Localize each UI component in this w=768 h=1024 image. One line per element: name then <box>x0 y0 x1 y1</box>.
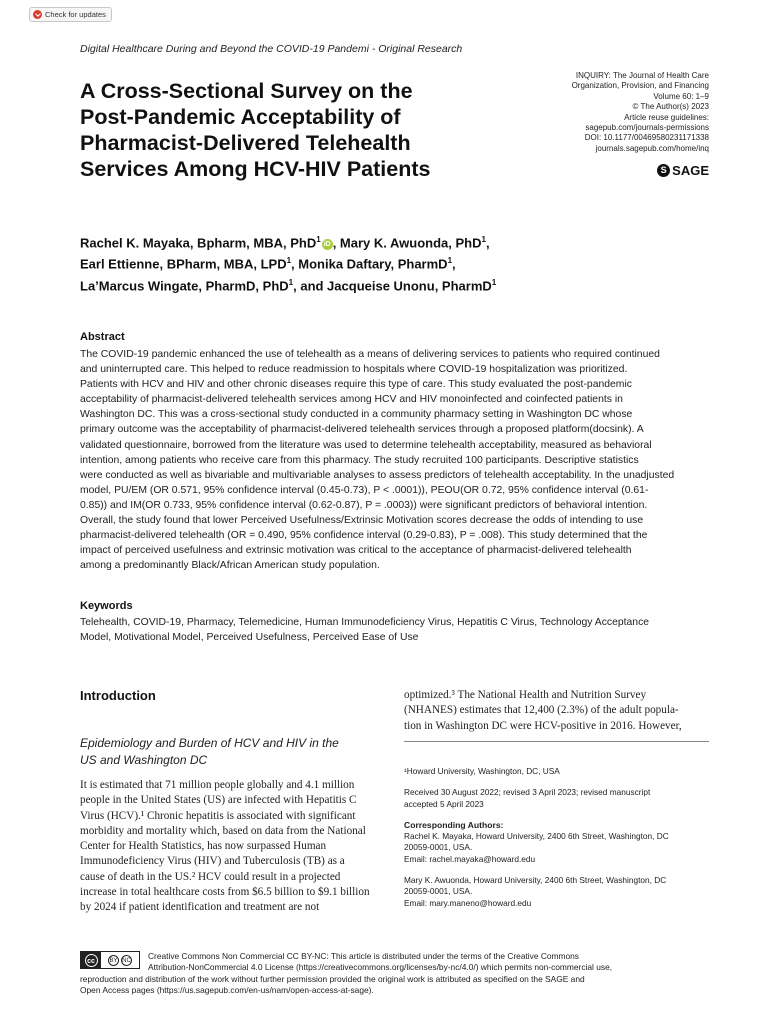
affiliation-note: ¹Howard University, Washington, DC, USA <box>404 766 560 776</box>
body-line: Virus (HCV).¹ Chronic hepatitis is associated with significant <box>80 809 356 822</box>
affiliation-mark: 1 <box>447 256 453 266</box>
check-for-updates-button[interactable] <box>29 7 112 22</box>
body-line: Immunodeficiency Virus (HIV) and Tuberculosis (TB) as a <box>80 855 345 868</box>
author-name: , and Jacqueise Unonu, PharmD <box>293 277 492 293</box>
body-line: (NHANES) estimates that 12,400 (2.3%) of the adult popula- <box>404 704 679 717</box>
keywords-line: Model, Motivational Model, Perceived Usefulness, Perceived Ease of Use <box>80 632 419 644</box>
author-name: La’Marcus Wingate, PharmD, PhD <box>80 277 289 293</box>
corresponding-line: Mary K. Awuonda, Howard University, 2400 6th Street, Washington, DC <box>404 875 667 886</box>
corresponding-email[interactable]: Email: mary.maneno@howard.edu <box>404 897 532 908</box>
keywords-line: Telehealth, COVID-19, Pharmacy, Telemedicine, Human Immunodeficiency Virus, Hepatitis C Virus, Technology Acceptance <box>80 617 650 628</box>
abstract-line: pharmacist-delivered telehealth (OR = 0.490, 95% confidence interval (0.29-0.83), P = .008). This study determined that the <box>80 530 648 542</box>
body-line: people in the United States (US) are infected with Hepatitis C <box>80 794 357 807</box>
license-line: reproduction and distribution of the work without further permission provided the original work is attributed as specified on the SAGE and <box>80 974 585 984</box>
corresponding-email[interactable]: Email: rachel.mayaka@howard.edu <box>404 853 536 864</box>
body-line: tion in Washington DC were HCV-positive in 2016. However, <box>404 719 682 732</box>
journal-volume: Volume 60: 1–9 <box>653 91 709 101</box>
license-line: Creative Commons Non Commercial CC BY-NC: This article is distributed under the terms of the Creative Commons <box>148 951 579 961</box>
author-name: , Monika Daftary, PharmD <box>291 256 448 272</box>
subsection-heading <box>80 735 380 769</box>
reuse-guidelines-label: Article reuse guidelines: <box>624 112 709 122</box>
abstract-heading: Abstract <box>80 331 125 343</box>
affiliation-mark: 1 <box>481 235 486 244</box>
abstract-line: Overall, the study found that lower Perceived Usefulness/Extrinsic Motivation scores decrease the odds of intending to use <box>80 515 644 527</box>
abstract-line: Patients with HCV and HIV and other chronic diseases require this type of care. This study evaluated the post-pandemic <box>80 379 632 391</box>
footnote-divider <box>404 741 709 742</box>
affiliation-mark: 1 <box>286 256 292 266</box>
body-line: It is estimated that 71 million people globally and 4.1 million <box>80 779 355 791</box>
subsection-line: Epidemiology and Burden of HCV and HIV in the <box>80 736 339 750</box>
license-text <box>148 951 709 974</box>
body-line: increase in total healthcare costs from $6.5 billion to $9.1 billion <box>80 886 370 899</box>
affiliation-mark: 1 <box>288 277 294 287</box>
body-right-column <box>404 688 709 734</box>
journal-name-line: INQUIRY: The Journal of Health Care <box>575 71 709 80</box>
orcid-icon[interactable]: iD <box>323 241 331 249</box>
cc-license-badge[interactable] <box>80 951 140 969</box>
subsection-line: US and Washington DC <box>80 753 208 767</box>
received-line: Received 30 August 2022; revised 3 April 2023; revised manuscript <box>404 787 651 798</box>
affiliation-mark: 1 <box>316 235 321 244</box>
author-name: Earl Ettienne, BPharm, MBA, LPD <box>80 256 287 272</box>
doi-link[interactable]: DOI: 10.1177/00469580231171338 <box>584 133 709 143</box>
abstract-line: model, PU/EM (OR 0.571, 95% confidence interval (0.45-0.73), P < .0001)), PEOU(OR 0.72, 95% confidence interval (0.61- <box>80 484 649 496</box>
received-line: accepted 5 April 2023 <box>404 798 484 809</box>
title-line: Post-Pandemic Acceptability of <box>80 105 401 129</box>
body-line: Center for Health Statistics, has now surpassed Human <box>80 840 327 853</box>
author-list <box>80 231 700 295</box>
author-name: , Mary K. Awuonda, PhD <box>332 235 482 251</box>
publisher-logo <box>648 162 709 178</box>
author-line: Rachel K. Mayaka, Bpharm, MBA, PhD$^1$iD , Mary K. Awuonda, PhD$^1$, <box>80 235 490 251</box>
author-line <box>80 274 700 295</box>
license-text-continued <box>80 974 709 997</box>
publisher-name: SAGE <box>672 162 709 178</box>
abstract-line: impact of perceived usefulness and extrinsic motivation was critical to the acceptance of pharmacist-delivered telehealth <box>80 545 632 557</box>
abstract-line: intention, among patients who receive care from this pharmacy. The study recruited 100 participants. Descriptive statistics <box>80 454 639 466</box>
permissions-link[interactable]: sagepub.com/journals-permissions <box>585 123 709 133</box>
sage-logo-icon: S <box>657 164 670 177</box>
body-line: morbidity and mortality which, based on data from the National <box>80 824 366 837</box>
license-line: Attribution-NonCommercial 4.0 License (https://creativecommons.org/licenses/by-nc/4.0/) which permits non-commercial use, <box>148 962 613 973</box>
body-line: by 2024 if patient identification and treatment are not <box>80 901 320 914</box>
abstract-line: The COVID-19 pandemic enhanced the use of telehealth as a means of delivering services to patients who required continued <box>80 349 660 360</box>
affiliation-mark: 1 <box>491 277 497 287</box>
author-line: Earl Ettienne, BPharm, MBA, LPD$^1$, Monika Daftary, PharmD$^1$, <box>80 256 456 272</box>
title-line: A Cross-Sectional Survey on the <box>80 79 413 103</box>
title-line: Pharmacist-Delivered Telehealth <box>80 131 411 155</box>
corresponding-line: 20059-0001, USA. <box>404 886 473 897</box>
body-left-column <box>80 778 382 916</box>
by-icon: BY <box>108 955 119 966</box>
abstract-line: Washington DC. This was a cross-sectional study conducted in a community pharmacy setting in Washington DC whose <box>80 409 633 421</box>
journal-info <box>520 71 709 154</box>
nc-icon: NC <box>121 955 132 966</box>
article-notes <box>404 766 709 909</box>
keywords-heading: Keywords <box>80 600 133 612</box>
title-line: Services Among HCV-HIV Patients <box>80 157 431 181</box>
check-updates-icon <box>33 10 42 19</box>
journal-name-line: Organization, Provision, and Financing <box>571 81 709 91</box>
abstract-line: validated questionnaire, borrowed from the literature was used to determine telehealth acceptability, measured as behavioral <box>80 439 652 451</box>
abstract-line: acceptability of pharmacist-delivered telehealth services among HCV and HIV monoinfected and coinfected patients in <box>80 394 623 406</box>
copyright: © The Author(s) 2023 <box>632 102 709 112</box>
abstract-line: 0.85)) and IM(OR 0.733, 95% confidence interval (0.62-0.87), P = .0003)) were significant predictors of behavioral intention. <box>80 499 648 511</box>
abstract-line: and uninterrupted care. This helped to reduce readmission to hospitals where COVID-19 hospitalization was prioritized. <box>80 364 628 376</box>
abstract-body <box>80 347 709 573</box>
corresponding-line: 20059-0001, USA. <box>404 842 473 853</box>
cc-icon: cc <box>85 954 98 967</box>
article-series-line: Digital Healthcare During and Beyond the COVID-19 Pandemi - Original Research <box>80 43 463 55</box>
corresponding-heading: Corresponding Authors: <box>404 819 504 830</box>
abstract-line: primary outcome was the acceptability of pharmacist-delivered telehealth services through a proposed platform(docsink). A <box>80 424 644 436</box>
check-updates-label: Check for updates <box>45 10 106 19</box>
license-line: Open Access pages (https://us.sagepub.com/en-us/nam/open-access-at-sage). <box>80 985 374 996</box>
author-name: Rachel K. Mayaka, Bpharm, MBA, PhD <box>80 235 317 251</box>
introduction-heading: Introduction <box>80 688 156 703</box>
journal-home-link[interactable]: journals.sagepub.com/home/inq <box>595 143 709 153</box>
abstract-line: were conducted as well as bivariable and multivariable analyses to assess predictors of telehealth acceptability. In the unadjusted <box>80 469 675 481</box>
article-title <box>80 78 480 182</box>
body-line: cause of death in the US.² HCV could result in a projected <box>80 870 341 883</box>
corresponding-line: Rachel K. Mayaka, Howard University, 2400 6th Street, Washington, DC <box>404 831 669 842</box>
keywords-body <box>80 615 709 645</box>
abstract-line: among a predominantly Black/African American study population. <box>80 560 380 572</box>
body-line: optimized.³ The National Health and Nutrition Survey <box>404 689 647 701</box>
